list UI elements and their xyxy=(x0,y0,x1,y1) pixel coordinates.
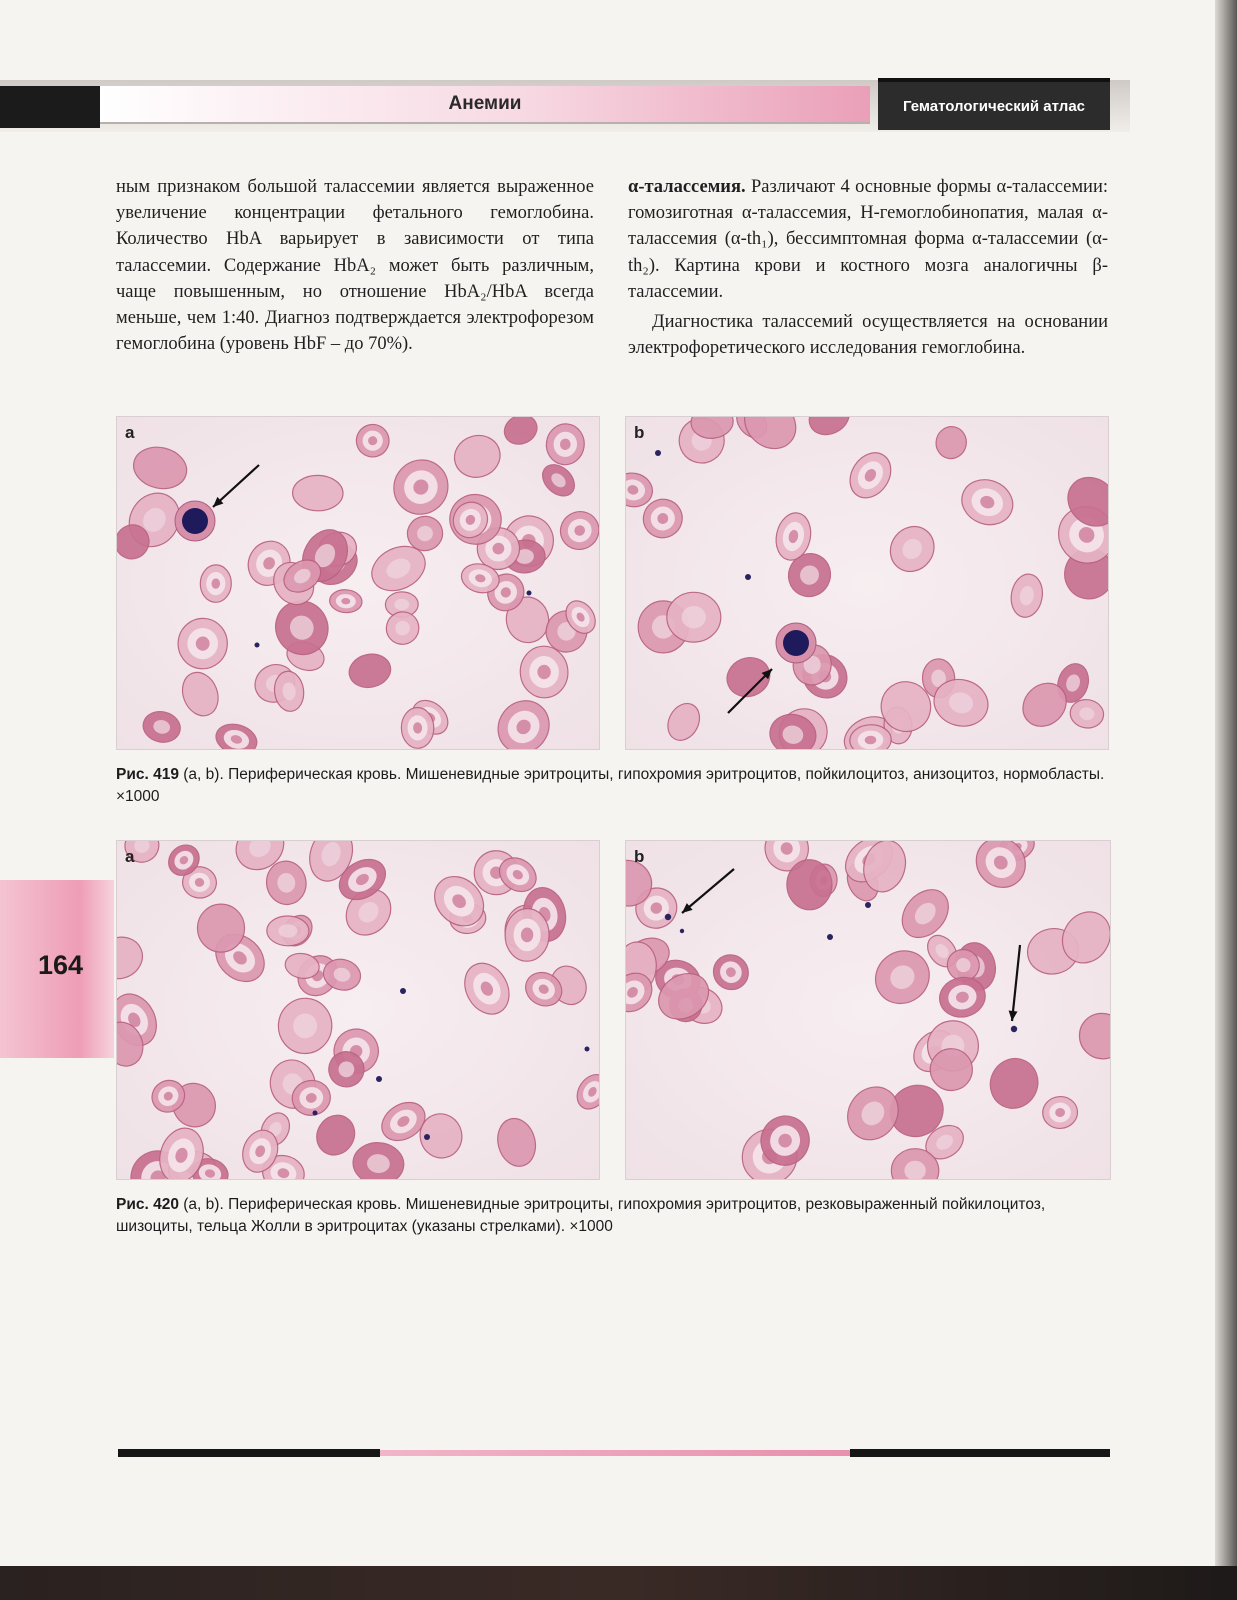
red-blood-cell xyxy=(267,916,310,946)
pointer-arrow xyxy=(682,869,734,913)
red-blood-cell xyxy=(380,605,426,651)
text-column-right xyxy=(628,174,1108,361)
inclusion-body xyxy=(680,929,684,933)
right-paragraph-1-text: Различают 4 основные формы α-талассемии: гомозиготная α-талассемия, H-гемоглобинопатия, малая α-талассемия (α-th₁), бессимптомная форма α-талассемии (α-th₂). Картина крови и костного мозга аналогичны β-талассемии. xyxy=(628,177,1108,302)
inclusion-body xyxy=(665,914,671,920)
pointer-arrow xyxy=(1012,945,1020,1021)
caption-419-label: Рис. 419 xyxy=(116,766,179,783)
red-blood-cell xyxy=(292,475,343,511)
red-blood-cell xyxy=(837,1077,908,1150)
red-blood-cell xyxy=(309,1108,362,1162)
right-paragraph-2: Диагностика талассемий осуществляется на основании электрофоретического исследования гемоглобина. xyxy=(628,312,1108,359)
red-blood-cell xyxy=(212,720,260,749)
red-blood-cell xyxy=(504,908,549,962)
red-blood-cell xyxy=(787,859,833,910)
blood-smear-420b xyxy=(626,841,1110,1179)
caption-419-panels: (a, b). xyxy=(178,766,224,783)
red-blood-cell xyxy=(553,504,599,556)
red-blood-cell xyxy=(200,565,232,603)
book-title: Гематологический атлас xyxy=(878,78,1110,130)
alpha-thalassemia-heading: α-талассемия. xyxy=(628,177,746,197)
page-binding-shadow xyxy=(1215,0,1237,1600)
caption-420 xyxy=(116,1194,1110,1238)
red-blood-cell xyxy=(666,592,721,643)
red-blood-cell xyxy=(346,650,394,691)
panel-label-419b: b xyxy=(634,423,645,442)
header-left-block xyxy=(0,86,100,128)
section-title: Анемии xyxy=(448,93,522,114)
micrograph-419b xyxy=(625,416,1109,750)
red-blood-cell xyxy=(1008,572,1045,620)
red-blood-cell xyxy=(329,589,363,614)
inclusion-body xyxy=(745,574,751,580)
micrograph-420a xyxy=(116,840,600,1180)
red-blood-cell xyxy=(449,430,505,483)
red-blood-cell xyxy=(493,1114,541,1170)
right-paragraph-1 xyxy=(628,174,1108,305)
footer-rule-pink xyxy=(380,1450,850,1456)
micrograph-420b xyxy=(625,840,1111,1180)
blood-smear-420a xyxy=(117,841,599,1179)
caption-419-text: Периферическая кровь. Мишеневидные эритроциты, гипохромия эритроцитов, пойкилоцитоз, анизоцитоз, нормобласты. ×1000 xyxy=(116,766,1105,805)
red-blood-cell xyxy=(518,644,570,699)
red-blood-cell xyxy=(383,449,459,525)
red-blood-cell xyxy=(571,1069,599,1115)
blood-smear-419a xyxy=(117,417,599,749)
red-blood-cell xyxy=(456,955,518,1022)
blood-smear-419b xyxy=(626,417,1108,749)
red-blood-cell xyxy=(140,708,183,746)
red-blood-cell xyxy=(353,421,393,460)
red-blood-cell xyxy=(175,616,229,671)
red-blood-cell xyxy=(401,707,435,749)
caption-419 xyxy=(116,764,1110,808)
red-blood-cell xyxy=(706,948,755,997)
panel-label-419a: a xyxy=(125,423,135,442)
red-blood-cell xyxy=(662,698,706,746)
inclusion-body xyxy=(827,934,833,940)
caption-420-label: Рис. 420 xyxy=(116,1196,179,1213)
inclusion-body xyxy=(424,1134,430,1140)
red-blood-cell xyxy=(893,881,958,947)
caption-420-text: Периферическая кровь. Мишеневидные эритроциты, гипохромия эритроцитов, резковыраженный пойкилоцитоз, шизоциты, тельца Жолли в эритроцитах (указаны стрелками). ×1000 xyxy=(116,1196,1046,1235)
red-blood-cell xyxy=(117,930,149,985)
red-blood-cell xyxy=(277,997,334,1056)
inclusion-body xyxy=(527,591,532,596)
page-number: 164 xyxy=(38,950,84,980)
red-blood-cell xyxy=(955,473,1019,532)
red-blood-cell xyxy=(933,424,969,462)
red-blood-cell xyxy=(544,422,587,468)
inclusion-body xyxy=(865,902,871,908)
left-paragraph: ным признаком большой талассемии является выраженное увеличение концентрации фетального гемоглобина. Количество HbA варьирует в зависимости от типа талассемии. Содержание HbA₂ может быть различным, чаще повышенным, но отношение HbA₂/HbA всегда меньше, чем 1:40. Диагноз подтверждается электрофорезом гемоглобина (уровень HbF – до 70%). xyxy=(116,177,594,355)
normoblast-nucleus xyxy=(783,630,809,656)
panel-label-420a: a xyxy=(125,847,135,866)
inclusion-body xyxy=(400,988,406,994)
red-blood-cell xyxy=(488,691,560,749)
caption-420-panels: (a, b). xyxy=(178,1196,224,1213)
panel-label-420b: b xyxy=(634,847,645,866)
red-blood-cell xyxy=(129,442,190,494)
red-blood-cell xyxy=(982,1051,1045,1116)
inclusion-body xyxy=(376,1076,382,1082)
red-blood-cell xyxy=(500,417,542,449)
inclusion-body xyxy=(313,1111,318,1116)
red-blood-cell xyxy=(1070,1004,1110,1068)
inclusion-body xyxy=(255,643,260,648)
micrograph-419a xyxy=(116,416,600,750)
red-blood-cell xyxy=(198,904,245,952)
inclusion-body xyxy=(655,450,661,456)
red-blood-cell xyxy=(351,1140,405,1179)
text-column-left xyxy=(116,174,594,357)
red-blood-cell xyxy=(1041,1095,1079,1130)
normoblast-nucleus xyxy=(182,508,208,534)
red-blood-cell xyxy=(176,667,224,721)
red-blood-cell xyxy=(536,458,580,502)
red-blood-cell xyxy=(803,417,855,441)
footer-rule-dark-left xyxy=(118,1449,380,1457)
scan-bottom-edge xyxy=(0,1566,1237,1600)
footer-rule-dark-right xyxy=(850,1449,1110,1457)
red-blood-cell xyxy=(882,518,943,580)
inclusion-body xyxy=(1011,1026,1017,1032)
red-blood-cell xyxy=(842,445,899,505)
red-blood-cell xyxy=(734,417,806,459)
inclusion-body xyxy=(585,1047,590,1052)
